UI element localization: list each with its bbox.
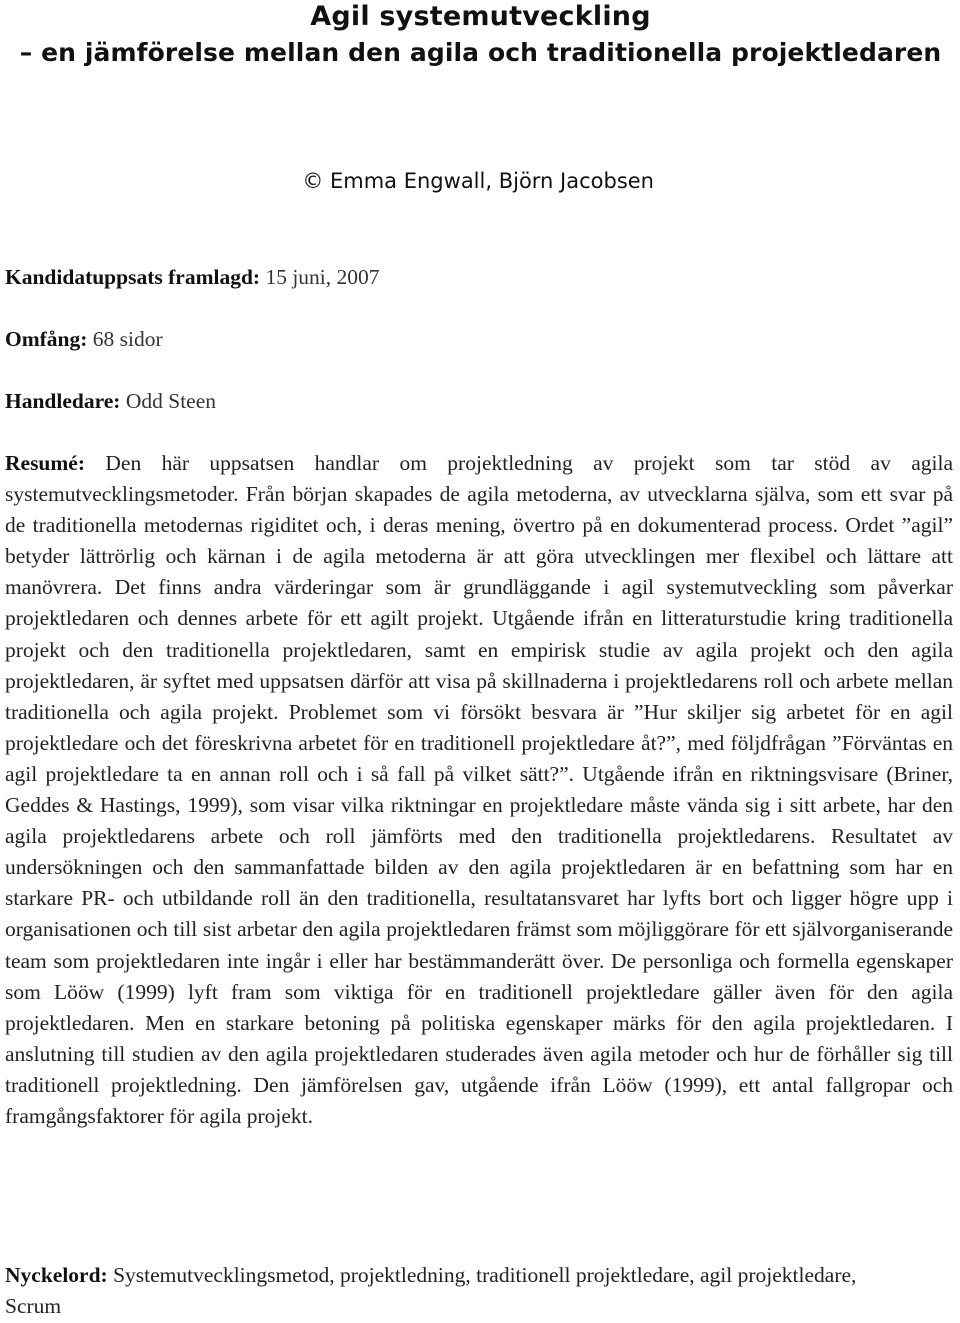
- authors-line: © Emma Engwall, Björn Jacobsen: [302, 169, 654, 193]
- meta-supervisor: [5, 386, 216, 416]
- meta-pages-value: 68 sidor: [87, 327, 163, 351]
- keywords-label: Nyckelord:: [5, 1263, 108, 1287]
- meta-pages: [5, 324, 163, 354]
- abstract-paragraph: [5, 448, 953, 1132]
- document-title: Agil systemutveckling: [310, 1, 651, 32]
- meta-pages-label: Omfång:: [5, 327, 88, 351]
- meta-submitted-value: 15 juni, 2007: [260, 265, 380, 289]
- keywords-text: Systemutvecklingsmetod, projektledning, traditionell projektledare, agil projektledare, Scrum: [5, 1263, 857, 1318]
- meta-supervisor-label: Handledare:: [5, 389, 121, 413]
- meta-submitted-label: Kandidatuppsats framlagd:: [5, 265, 261, 289]
- abstract-label: Resumé:: [5, 451, 86, 475]
- meta-supervisor-value: Odd Steen: [120, 389, 217, 413]
- abstract-text: Den här uppsatsen handlar om projektledning av projekt som tar stöd av agila systemutvecklingsmetoder. Från början skapades de agila metoderna, av utvecklarna själva, som ett svar på de traditionella metodernas rigiditet och, i deras mening, övertro på en dokumenterad process. Ordet ”agil” betyder lättrörlig och kärnan i de agila metoderna är att göra utvecklingen mer flexibel och lättare att manövrera. Det finns andra värderingar som är grundläggande i agil systemutveckling som påverkar projektledaren och dennes arbete för ett agilt projekt. Utgående ifrån en litteraturstudie kring traditionella projekt och den traditionella projektledaren, samt en empirisk studie av agila projekt och den agila projektledaren, är syftet med uppsatsen därför att visa på skillnaderna i projektledarens roll och arbete mellan traditionella och agila projekt. Problemet som vi försökt besvara är ”Hur skiljer sig arbetet för en agil projektledare och det föreskrivna arbetet för en traditionell projektledare åt?”, med följdfrågan ”Förväntas en agil projektledare ta en annan roll och i så fall på vilket sätt?”. Utgående ifrån en riktningsvisare (Briner, Geddes & Hastings, 1999), som visar vilka riktningar en projektledare måste vända sig i sitt arbete, har den agila projektledarens arbete och roll jämförts med den traditionella projektledarens. Resultatet av undersökningen och den sammanfattade bilden av den agila projektledaren är en befattning som har en starkare PR- och utbildande roll än den traditionella, resultatansvaret har lyfts bort och ligger högre upp i organisationen och till sist arbetar den agila projektledaren främst som möjliggörare för ett självorganiserande team som projektledaren inte ingår i eller har bestämmanderätt över. De personliga och formella egenskaper som Lööw (1999) lyft fram som viktiga för en traditionell projektledare gäller även för den agila projektledaren. Men en starkare betoning på politiska egenskaper märks för den agila projektledaren. I anslutning till studien av den agila projektledaren studerades även agila metoder och hur de förhåller sig till traditionell projektledning. Den jämförelsen gav, utgående ifrån Lööw (1999), ett antal fallgropar och framgångsfaktorer för agila projekt.: [5, 451, 953, 1128]
- document-subtitle: – en jämförelse mellan den agila och traditionella projektledaren: [19, 38, 942, 67]
- keywords-paragraph: [5, 1260, 905, 1322]
- meta-submitted: [5, 262, 380, 292]
